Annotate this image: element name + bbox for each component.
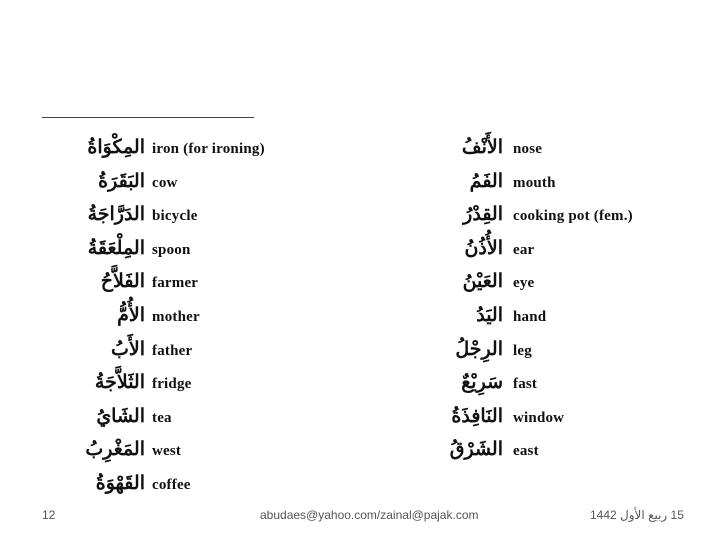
english-word: spoon <box>152 241 191 258</box>
arabic-word: النَافِذَةُ <box>451 404 503 427</box>
footer-date: 15 ربيع الأول 1442 <box>590 508 684 522</box>
vocab-row <box>20 235 350 269</box>
english-word: fast <box>513 376 538 393</box>
english-word: nose <box>513 141 543 157</box>
arabic-word: الرِجْلُ <box>455 337 503 360</box>
arabic-word: الأَبُ <box>110 337 145 360</box>
arabic-word: القَهْوَةُ <box>95 471 145 494</box>
vocab-row <box>20 268 350 302</box>
english-word: hand <box>513 308 547 325</box>
english-word: leg <box>513 342 532 359</box>
vocab-row <box>398 201 698 235</box>
vocab-row <box>398 336 698 370</box>
vocab-row <box>398 168 698 202</box>
arabic-word: الثَلاَّجَةُ <box>94 371 145 394</box>
vocab-row <box>20 336 350 370</box>
vocab-column-right <box>398 134 698 470</box>
arabic-word: اليَدُ <box>476 303 503 326</box>
arabic-word: الدَرَّاجَةُ <box>87 203 145 226</box>
vocab-row <box>398 235 698 269</box>
english-word: ear <box>513 241 535 258</box>
arabic-word: الأُمُّ <box>117 303 145 326</box>
english-word: fridge <box>152 376 192 393</box>
arabic-word: الفَمُ <box>469 169 503 192</box>
english-word: mother <box>152 308 200 325</box>
english-word: iron (for ironing) <box>152 141 265 157</box>
vocab-row <box>20 470 350 504</box>
arabic-word: المِلْعَقَةُ <box>87 236 145 259</box>
arabic-word: الأُذُنُ <box>464 236 503 259</box>
arabic-word: الأَنْفُ <box>461 136 503 158</box>
english-word: cow <box>152 174 178 191</box>
vocab-row <box>20 134 350 168</box>
arabic-word: المَغْرِبُ <box>85 438 145 461</box>
english-word: window <box>513 409 565 426</box>
english-word: eye <box>513 275 535 292</box>
vocab-row <box>20 369 350 403</box>
english-word: mouth <box>513 174 556 191</box>
arabic-word: القِدْرُ <box>463 203 503 226</box>
vocab-column-left <box>20 134 350 504</box>
vocab-row <box>20 168 350 202</box>
english-word: east <box>513 443 539 460</box>
vocab-row <box>398 134 698 168</box>
english-word: bicycle <box>152 208 198 225</box>
arabic-word: البَقَرَةُ <box>98 169 145 192</box>
vocab-row <box>398 403 698 437</box>
vocab-row <box>20 436 350 470</box>
vocab-row <box>398 302 698 336</box>
vocab-row <box>20 302 350 336</box>
footer-email: abudaes@yahoo.com/zainal@pajak.com <box>260 508 479 522</box>
vocab-row <box>398 436 698 470</box>
vocab-row <box>398 369 698 403</box>
english-word: father <box>152 342 193 359</box>
english-word: farmer <box>152 275 199 292</box>
header-divider <box>42 117 254 118</box>
arabic-word: العَيْنُ <box>462 270 503 293</box>
arabic-word: سَرِيْعٌ <box>461 371 503 394</box>
arabic-word: الشَايُ <box>96 404 145 427</box>
english-word: coffee <box>152 476 191 493</box>
english-word: cooking pot (fem.) <box>513 208 633 225</box>
vocab-row <box>398 268 698 302</box>
vocab-row <box>20 201 350 235</box>
page-number: 12 <box>42 508 56 522</box>
english-word: tea <box>152 409 172 426</box>
arabic-word: المِكْوَاةُ <box>87 136 145 158</box>
vocab-row <box>20 403 350 437</box>
english-word: west <box>152 443 182 460</box>
arabic-word: الشَرْقُ <box>449 438 503 461</box>
arabic-word: الفَلاَّحُ <box>100 270 145 293</box>
